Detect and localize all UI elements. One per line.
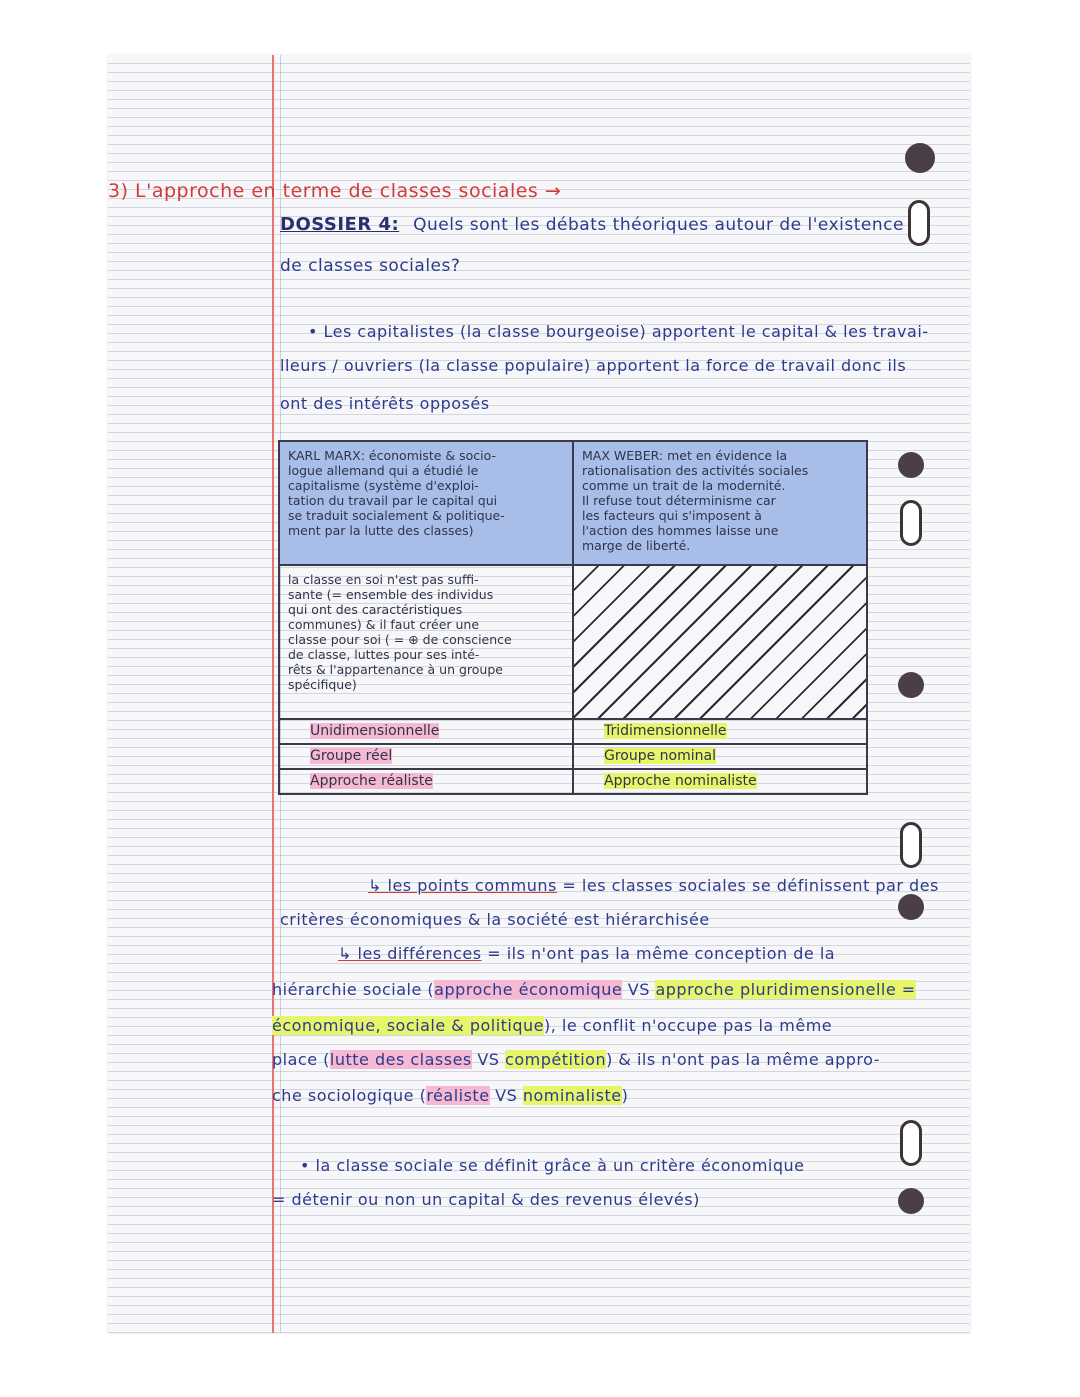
text-fragment: VS [471, 1050, 506, 1069]
text-fragment: ), le conflit n'occupe pas la même [544, 1016, 833, 1035]
weber-header-line: l'action des hommes laisse une [582, 523, 779, 538]
marx-approach-cell [279, 769, 573, 794]
marx-body-line: spécifique) [288, 677, 357, 692]
differences-label: ↳ les différences [338, 944, 482, 963]
highlight-economic: approche économique [434, 980, 623, 999]
highlight-pluridimensional: approche pluridimensionelle = [655, 980, 916, 999]
weber-header-cell [573, 441, 867, 565]
marx-header-line: tation du travail par le capital qui [288, 493, 498, 508]
differences-line3 [272, 1016, 832, 1035]
highlight-nominalist: nominaliste [522, 1086, 622, 1105]
weber-group: Groupe nominal [604, 748, 716, 764]
highlight-dimensions: économique, sociale & politique [272, 1016, 545, 1035]
binder-hole [898, 1188, 924, 1214]
final-line: = détenir ou non un capital & des revenus élevés) [272, 1190, 700, 1209]
weber-header-line: les facteurs qui s'imposent à [582, 508, 762, 523]
highlight-class-struggle: lutte des classes [329, 1050, 472, 1069]
marx-header-line: KARL MARX: économiste & socio- [288, 448, 497, 463]
marx-approach: Approche réaliste [310, 773, 433, 789]
weber-dimension: Tridimensionnelle [604, 723, 727, 739]
weber-group-cell [573, 744, 867, 769]
weber-header-line: MAX WEBER: met en évidence la [582, 448, 788, 463]
marx-body-line: communes) & il faut créer une [288, 617, 480, 632]
red-margin-line [272, 55, 274, 1333]
weber-header-line: comme un trait de la modernité. [582, 478, 786, 493]
common-points-line2: critères économiques & la société est hiérarchisée [280, 910, 710, 929]
marx-body-line: de classe, luttes pour ses inté- [288, 647, 480, 662]
intro-line: lleurs / ouvriers (la classe populaire) apportent la force de travail donc ils [280, 356, 907, 375]
weber-approach: Approche nominaliste [604, 773, 757, 789]
dossier-label: DOSSIER 4: [280, 214, 400, 235]
differences-line2 [272, 980, 916, 999]
highlight-realist: réaliste [426, 1086, 490, 1105]
text-fragment: hiérarchie sociale ( [272, 980, 435, 999]
differences-line [338, 944, 835, 963]
binder-hole [898, 894, 924, 920]
differences-text: = ils n'ont pas la même conception de la [487, 944, 836, 963]
intro-line: • Les capitalistes (la classe bourgeoise) apportent le capital & les travai- [308, 322, 929, 341]
text-fragment: ) [621, 1086, 629, 1105]
marx-header-cell [279, 441, 573, 565]
marx-body-line: la classe en soi n'est pas suffi- [288, 572, 479, 587]
marx-header-line: capitalisme (système d'exploi- [288, 478, 479, 493]
marx-dimension-cell [279, 719, 573, 744]
final-line: • la classe sociale se définit grâce à un critère économique [300, 1156, 805, 1175]
common-points-label: ↳ les points communs [368, 876, 557, 895]
binder-slot [900, 500, 922, 546]
common-points-text: = les classes sociales se définissent par des [562, 876, 939, 895]
weber-dimension-cell [573, 719, 867, 744]
text-fragment: ) & ils n'ont pas la même appro- [606, 1050, 880, 1069]
weber-header-line: marge de liberté. [582, 538, 691, 553]
marx-header-line: ment par la lutte des classes) [288, 523, 474, 538]
hatched-empty-cell [573, 565, 867, 719]
marx-header-line: logue allemand qui a étudié le [288, 463, 479, 478]
text-fragment: VS [622, 980, 656, 999]
marx-group: Groupe réel [310, 748, 393, 764]
marx-body-line: classe pour soi ( = ⊕ de conscience [288, 632, 512, 647]
common-points-line [368, 876, 939, 895]
differences-line4 [272, 1050, 880, 1069]
text-fragment: che sociologique ( [272, 1086, 427, 1105]
marx-header-line: se traduit socialement & politique- [288, 508, 505, 523]
marx-body-line: sante (= ensemble des individus [288, 587, 494, 602]
intro-line: ont des intérêts opposés [280, 394, 490, 413]
weber-header-line: rationalisation des activités sociales [582, 463, 809, 478]
binder-slot [900, 822, 922, 868]
comparison-table [278, 440, 868, 795]
weber-header-line: Il refuse tout déterminisme car [582, 493, 776, 508]
dossier-question-line2: de classes sociales? [280, 256, 461, 276]
binder-hole [905, 143, 935, 173]
highlight-competition: compétition [505, 1050, 607, 1069]
text-fragment: place ( [272, 1050, 330, 1069]
marx-dimension: Unidimensionnelle [310, 723, 440, 739]
differences-line5 [272, 1086, 628, 1105]
marx-body-line: rêts & l'appartenance à un groupe [288, 662, 503, 677]
binder-slot [908, 200, 930, 246]
section-title: 3) L'approche en terme de classes sociales → [108, 180, 562, 202]
marx-group-cell [279, 744, 573, 769]
dossier-question: Quels sont les débats théoriques autour de l'existence [413, 215, 904, 235]
dossier-question-line1 [280, 214, 904, 235]
marx-body-cell [279, 565, 573, 719]
marx-body-line: qui ont des caractéristiques [288, 602, 463, 617]
text-fragment: VS [489, 1086, 523, 1105]
binder-hole [898, 672, 924, 698]
binder-hole [898, 452, 924, 478]
weber-approach-cell [573, 769, 867, 794]
binder-slot [900, 1120, 922, 1166]
